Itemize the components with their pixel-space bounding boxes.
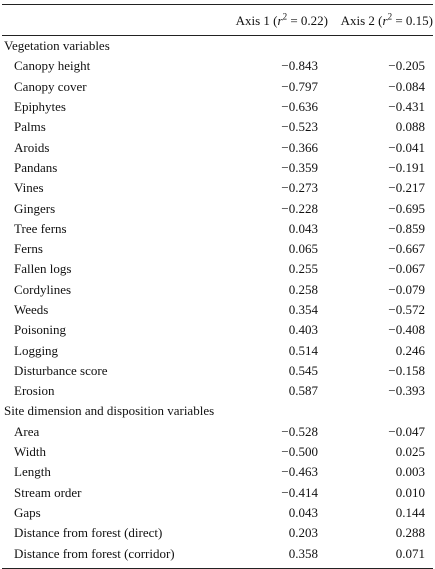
axis-1-value: 0.403 xyxy=(288,322,318,338)
table-row xyxy=(2,97,433,117)
axis-2-value: −0.084 xyxy=(388,78,425,94)
table-row xyxy=(2,239,433,259)
row-label: Cordylines xyxy=(14,281,72,297)
axis-1-value: −0.228 xyxy=(281,200,318,216)
axis-1-value: −0.463 xyxy=(281,464,318,480)
table-row xyxy=(2,280,433,300)
row-label: Epiphytes xyxy=(14,99,66,115)
axis-1-value: 0.358 xyxy=(288,545,318,561)
axis-2-value: −0.408 xyxy=(388,322,425,338)
axis-2-value: −0.667 xyxy=(388,241,425,257)
row-label: Width xyxy=(14,444,46,460)
section-title: Site dimension and disposition variables xyxy=(4,403,215,419)
row-label: Distance from forest (corridor) xyxy=(14,545,175,561)
row-label: Area xyxy=(14,423,40,439)
axis-2-value: −0.158 xyxy=(388,362,425,378)
section-heading xyxy=(2,401,433,421)
axis-1-value: −0.359 xyxy=(281,159,318,175)
axis-1-value: −0.797 xyxy=(281,78,318,94)
row-label: Aroids xyxy=(14,139,50,155)
table-row xyxy=(2,340,433,360)
row-label: Erosion xyxy=(14,383,55,399)
axis-1-value: 0.255 xyxy=(288,261,318,277)
row-label: Canopy cover xyxy=(14,78,87,94)
row-label: Pandans xyxy=(14,159,58,175)
axis-2-value: −0.431 xyxy=(388,99,425,115)
table-row xyxy=(2,462,433,482)
row-label: Weeds xyxy=(14,302,49,317)
table-row xyxy=(2,117,433,137)
axis-1-value: 0.587 xyxy=(288,383,318,399)
table-row xyxy=(2,198,433,218)
table-row xyxy=(2,320,433,340)
row-label: Canopy height xyxy=(14,58,91,74)
header-axis-2: Axis 2 $(r^2 = 0.15)$ xyxy=(340,11,433,28)
table-header xyxy=(2,5,433,29)
table-row xyxy=(2,300,433,320)
axis-2-value: −0.191 xyxy=(388,159,425,175)
axis-1-value: 0.354 xyxy=(288,302,318,317)
axis-1-value: −0.414 xyxy=(281,484,318,500)
row-label: Gaps xyxy=(14,504,41,520)
section-heading xyxy=(2,36,433,56)
row-label: Ferns xyxy=(14,241,43,257)
axis-2-value: −0.859 xyxy=(388,220,425,236)
row-label: Length xyxy=(14,464,51,480)
axis-2-value: −0.041 xyxy=(388,139,425,155)
axis-1-value: 0.043 xyxy=(288,220,318,236)
axis-1-value: −0.273 xyxy=(281,180,318,196)
row-label: Disturbance score xyxy=(14,362,108,378)
section-title: Vegetation variables xyxy=(4,38,110,54)
table-row xyxy=(2,543,433,563)
table-row xyxy=(2,56,433,76)
table-row xyxy=(2,178,433,198)
table-row xyxy=(2,158,433,178)
table-row xyxy=(2,361,433,381)
axis-1-value: 0.545 xyxy=(288,362,318,378)
axis-2-value: 0.088 xyxy=(395,119,425,135)
axis-1-value: −0.500 xyxy=(281,444,318,460)
table-row xyxy=(2,137,433,157)
table-row xyxy=(2,77,433,97)
axis-2-value: −0.695 xyxy=(388,200,425,216)
axis-2-value: 0.010 xyxy=(395,484,425,500)
table-row xyxy=(2,523,433,543)
row-label: Vines xyxy=(14,180,44,196)
table-row xyxy=(2,259,433,279)
row-label: Gingers xyxy=(14,200,56,216)
data-table xyxy=(2,4,433,569)
row-label: Fallen logs xyxy=(14,261,72,277)
axis-2-value: −0.067 xyxy=(388,261,425,277)
axis-2-value: 0.003 xyxy=(395,464,425,480)
axis-1-value: −0.843 xyxy=(281,58,318,74)
row-label: Palms xyxy=(14,119,46,135)
axis-1-value: −0.523 xyxy=(281,119,318,135)
row-label: Stream order xyxy=(14,484,82,500)
axis-2-value: 0.025 xyxy=(395,444,425,460)
table-row xyxy=(2,442,433,462)
table-row xyxy=(2,381,433,401)
axis-1-value: 0.203 xyxy=(288,525,318,541)
axis-1-value: −0.366 xyxy=(281,139,318,155)
axis-2-value: −0.217 xyxy=(388,180,425,196)
axis-2-value: −0.393 xyxy=(388,383,425,399)
axis-2-value: −0.047 xyxy=(388,423,425,439)
axis-2-value: 0.246 xyxy=(395,342,425,358)
axis-1-value: −0.528 xyxy=(281,423,318,439)
axis-1-value: 0.065 xyxy=(288,241,318,257)
table-row xyxy=(2,422,433,442)
row-label: Logging xyxy=(14,342,59,358)
table-row xyxy=(2,219,433,239)
table-row xyxy=(2,483,433,503)
axis-2-value: −0.205 xyxy=(388,58,425,74)
axis-1-value: 0.043 xyxy=(288,504,318,520)
row-label: Poisoning xyxy=(14,322,67,338)
row-label: Distance from forest (direct) xyxy=(14,525,163,541)
row-label: Tree ferns xyxy=(14,220,67,236)
axis-2-value: 0.071 xyxy=(395,545,425,561)
table-body xyxy=(2,36,433,564)
axis-1-value: 0.258 xyxy=(288,281,318,297)
header-axis-1: Axis 1 $(r^2 = 0.22)$ xyxy=(235,11,328,28)
axis-2-value: −0.572 xyxy=(388,302,425,317)
axis-1-value: −0.636 xyxy=(281,99,318,115)
axis-2-value: 0.144 xyxy=(395,504,425,520)
axis-1-value: 0.514 xyxy=(288,342,318,358)
axis-2-value: −0.079 xyxy=(388,281,425,297)
axis-2-value: 0.288 xyxy=(395,525,425,541)
